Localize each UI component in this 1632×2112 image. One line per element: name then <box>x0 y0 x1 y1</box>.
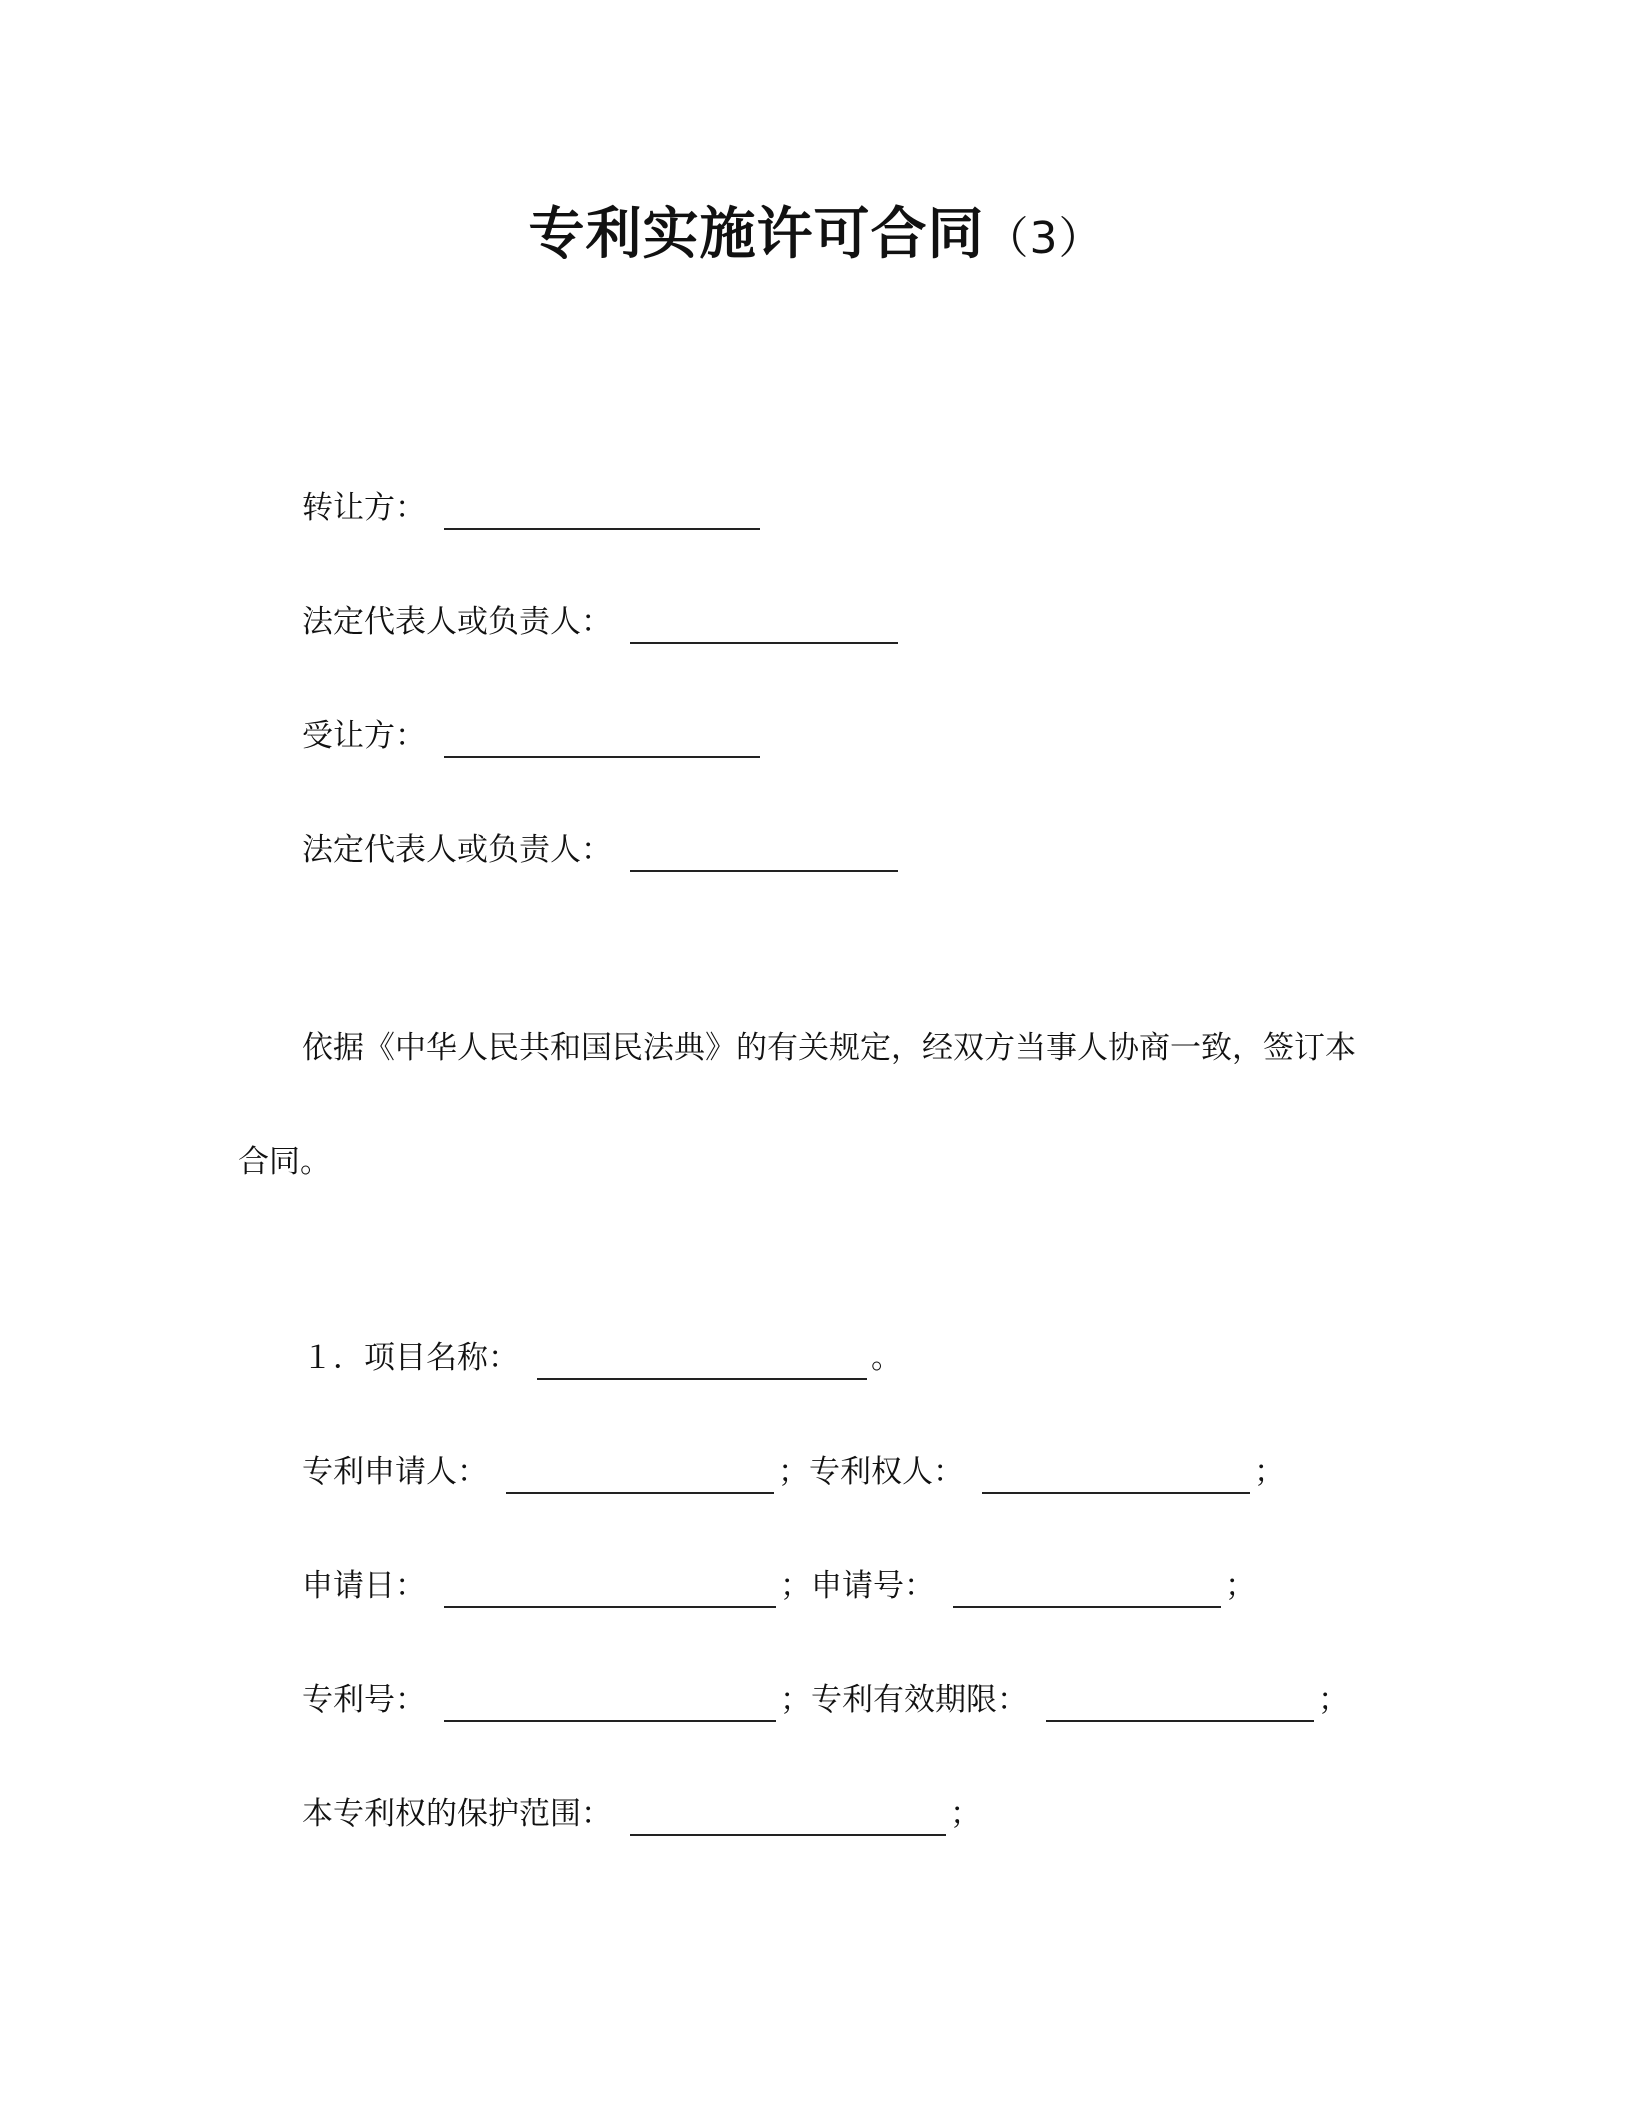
application-date-blank[interactable] <box>444 1574 776 1608</box>
separator: ； <box>780 1568 811 1604</box>
patent-no-label: 专利号： <box>302 1682 426 1718</box>
preamble-line-2 <box>238 1140 331 1184</box>
assignor-row <box>302 486 764 530</box>
separator: ； <box>780 1682 811 1718</box>
project-name-blank[interactable] <box>537 1346 867 1380</box>
assignee-rep-label: 法定代表人或负责人： <box>302 832 612 868</box>
preamble-text-1: 依据《中华人民共和国民法典》的有关规定，经双方当事人协商一致，签订本 <box>302 1030 1356 1066</box>
patent-no-blank[interactable] <box>444 1688 776 1722</box>
project-name-end: 。 <box>871 1340 902 1376</box>
patentee-blank[interactable] <box>982 1460 1250 1494</box>
assignor-label: 转让方： <box>302 490 426 526</box>
title-text: 专利实施许可合同 <box>528 202 985 267</box>
preamble-text-2: 合同。 <box>238 1144 331 1180</box>
scope-label: 本专利权的保护范围： <box>302 1796 612 1832</box>
separator: ； <box>778 1454 809 1490</box>
title-suffix: （3） <box>984 213 1104 264</box>
page-title <box>0 200 1632 274</box>
assignee-row <box>302 714 764 758</box>
application-no-label: 申请号： <box>811 1568 935 1604</box>
separator: ； <box>950 1796 981 1832</box>
assignor-rep-blank[interactable] <box>630 610 898 644</box>
application-row <box>302 1564 1256 1608</box>
applicant-label: 专利申请人： <box>302 1454 488 1490</box>
patentee-label: 专利权人： <box>809 1454 964 1490</box>
validity-label: 专利有效期限： <box>811 1682 1028 1718</box>
assignor-rep-row <box>302 600 902 644</box>
assignee-rep-blank[interactable] <box>630 838 898 872</box>
project-name-row <box>302 1336 902 1380</box>
application-no-blank[interactable] <box>953 1574 1221 1608</box>
preamble-line-1 <box>302 1026 1356 1070</box>
scope-blank[interactable] <box>630 1802 946 1836</box>
validity-blank[interactable] <box>1046 1688 1314 1722</box>
assignee-rep-row <box>302 828 902 872</box>
separator: ； <box>1318 1682 1349 1718</box>
assignee-label: 受让方： <box>302 718 426 754</box>
assignor-rep-label: 法定代表人或负责人： <box>302 604 612 640</box>
application-date-label: 申请日： <box>302 1568 426 1604</box>
project-name-label: １．项目名称： <box>302 1340 519 1376</box>
separator: ； <box>1225 1568 1256 1604</box>
applicant-row <box>302 1450 1285 1494</box>
applicant-blank[interactable] <box>506 1460 774 1494</box>
patent-no-row <box>302 1678 1349 1722</box>
assignor-blank[interactable] <box>444 496 760 530</box>
separator: ； <box>1254 1454 1285 1490</box>
assignee-blank[interactable] <box>444 724 760 758</box>
scope-row <box>302 1792 981 1836</box>
